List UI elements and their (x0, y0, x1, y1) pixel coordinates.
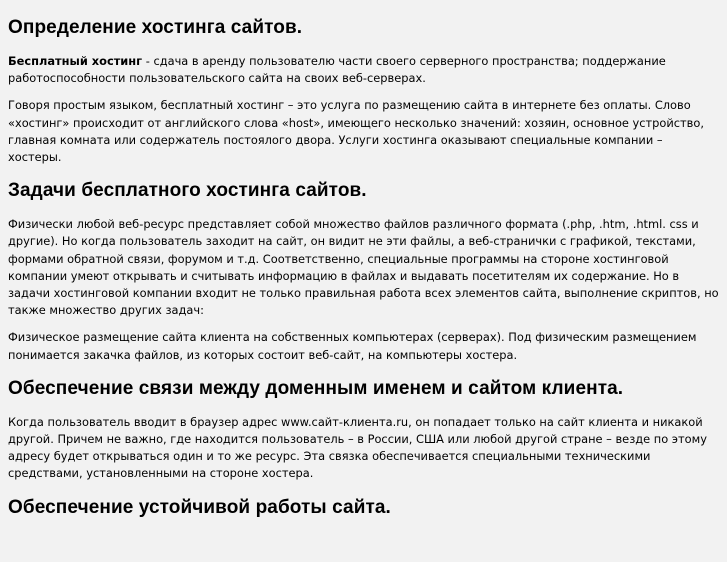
paragraph-simple-explanation: Говоря простым языком, бесплатный хостинг – это услуга по размещению сайта в интернете без оплаты. Слово «хостинг» происходит от английского слова «host», имеющего несколько значений: хозяин, основное устройство, главная комната или содержатель постоялого двора. Услуги хостинга оказывают специальные компании – хостеры. (8, 98, 704, 165)
paragraph-free-hosting-definition (8, 53, 719, 87)
section-heading-hosting-definition: Определение хостинга сайтов. (8, 17, 303, 38)
paragraph-domain-link: Когда пользователь вводит в браузер адрес www.сайт-клиента.ru, он попадает только на сайт клиента и никакой другой. Причем не важно, где находится пользователь – в России, США или любой другой стране – везде по этому адресу будет открываться один и то же ресурс. Эта связка обеспечивается специальными техническими средствами, установленными на стороне хостера. (8, 414, 707, 481)
section-heading-stable-work: Обеспечение устойчивой работы сайта. (8, 496, 391, 518)
paragraph-hosting-tasks: Физически любой веб-ресурс представляет собой множество файлов различного формата (.php, .htm, .html. css и другие). Но когда пользователь заходит на сайт, он видит не эти файлы, а веб-странички с графикой, текстами, формами обратной связи, форумом и т.д. Соответственно, специальные программы на стороне хостинговой компании умеют открывать и считывать информацию в файлах и выдавать посетителям их содержание. Но в задачи хостинговой компании входит не только правильная работа всех элементов сайта, выполнение скриптов, но также множество других задач: (8, 217, 719, 318)
paragraph-physical-placement: Физическое размещение сайта клиента на собственных компьютерах (серверах). Под физическим размещением понимается закачка файлов, из которых состоит веб-сайт, на компьютеры хостера. (8, 330, 697, 362)
term-free-hosting: Бесплатный хостинг (8, 54, 143, 68)
section-heading-hosting-tasks: Задачи бесплатного хостинга сайтов. (8, 180, 367, 202)
definition-text: - сдача в аренду пользователю части своего серверного пространства; поддержание работоспособности пользовательского сайта на своих веб-серверах. (8, 54, 666, 86)
article (0, 17, 727, 519)
section-heading-domain-link: Обеспечение связи между доменным именем и сайтом клиента. (8, 377, 624, 399)
